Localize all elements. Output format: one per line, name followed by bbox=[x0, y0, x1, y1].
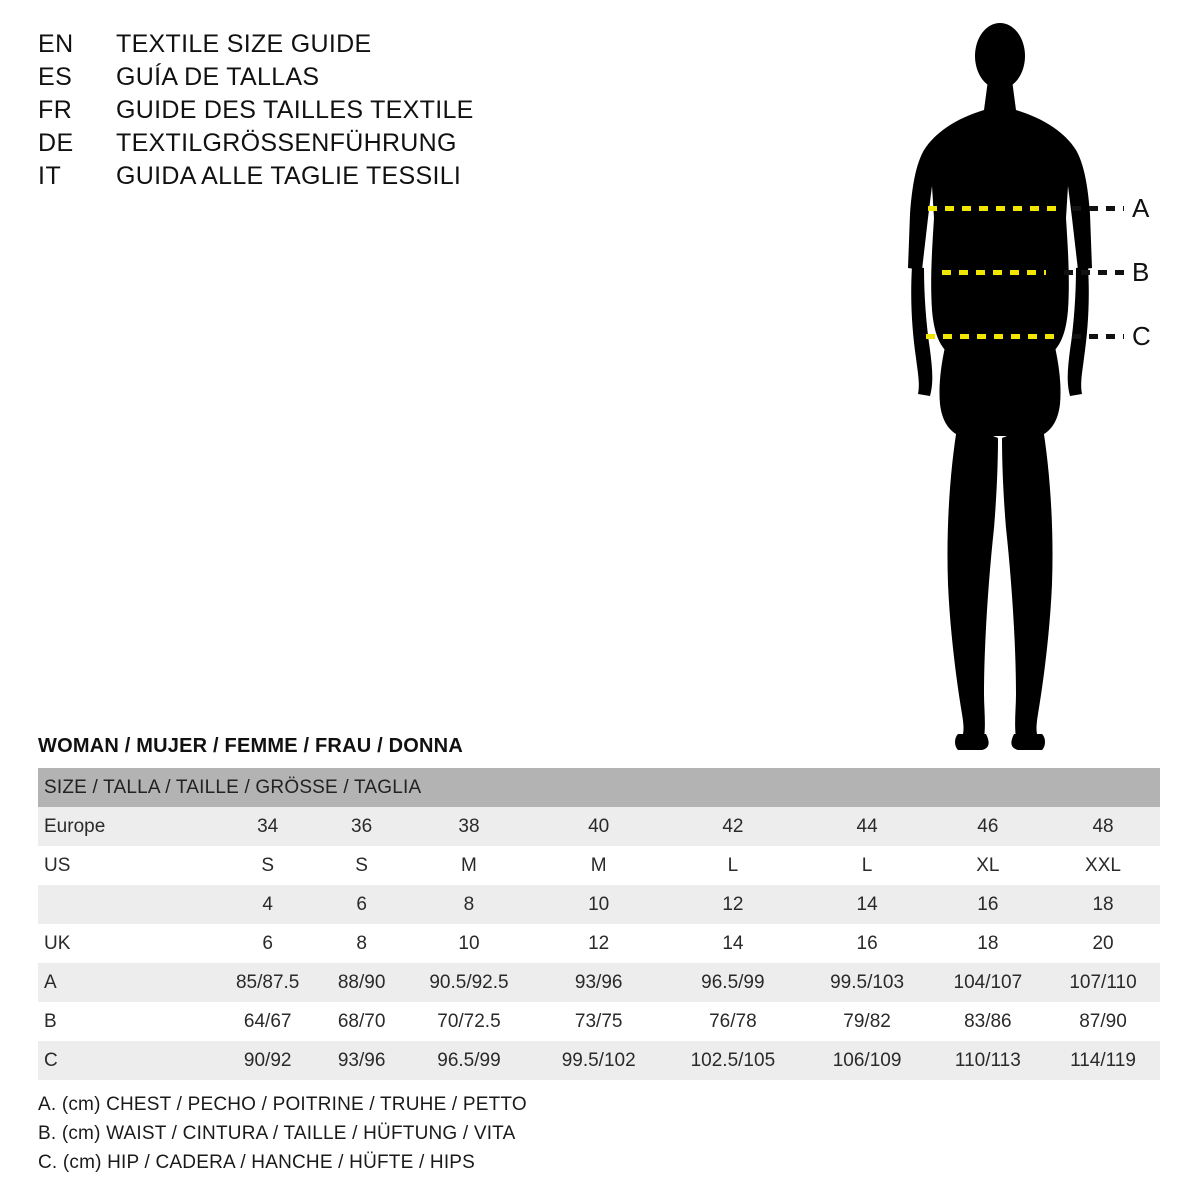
table-cell: 14 bbox=[661, 924, 804, 963]
table-cell: 114/119 bbox=[1046, 1041, 1160, 1080]
measurement-legend bbox=[38, 1090, 838, 1177]
table-cell: XL bbox=[930, 846, 1046, 885]
table-header-row bbox=[38, 768, 1160, 807]
table-cell: M bbox=[402, 846, 536, 885]
table-cell: 99.5/103 bbox=[804, 963, 929, 1002]
table-cell: 46 bbox=[930, 807, 1046, 846]
table-cell: M bbox=[536, 846, 661, 885]
table-cell: 4 bbox=[214, 885, 321, 924]
section-title: WOMAN / MUJER / FEMME / FRAU / DONNA bbox=[38, 735, 463, 757]
legend-chest: A. (cm) CHEST / PECHO / POITRINE / TRUHE / PETTO bbox=[38, 1094, 527, 1115]
table-row bbox=[38, 924, 1160, 963]
table-cell: XXL bbox=[1046, 846, 1160, 885]
waist-marker-label: B bbox=[1132, 257, 1150, 287]
table-row bbox=[38, 885, 1160, 924]
row-label: Europe bbox=[38, 807, 214, 846]
title-row bbox=[38, 96, 738, 129]
table-cell: 6 bbox=[321, 885, 402, 924]
table-cell: 18 bbox=[930, 924, 1046, 963]
table-cell: 110/113 bbox=[930, 1041, 1046, 1080]
table-cell: 85/87.5 bbox=[214, 963, 321, 1002]
title-lang-code: IT bbox=[38, 162, 62, 190]
table-header-label: SIZE / TALLA / TAILLE / GRÖSSE / TAGLIA bbox=[38, 768, 1160, 807]
title-row bbox=[38, 162, 738, 195]
legend-waist: B. (cm) WAIST / CINTURA / TAILLE / HÜFTUNG / VITA bbox=[38, 1123, 516, 1144]
table-cell: 104/107 bbox=[930, 963, 1046, 1002]
table-cell: 68/70 bbox=[321, 1002, 402, 1041]
table-cell: S bbox=[321, 846, 402, 885]
title-row bbox=[38, 63, 738, 96]
title-lang-code: DE bbox=[38, 129, 74, 157]
table-cell: 36 bbox=[321, 807, 402, 846]
title-text: TEXTILE SIZE GUIDE bbox=[116, 30, 372, 58]
row-label: A bbox=[38, 963, 214, 1002]
table-row bbox=[38, 807, 1160, 846]
table-cell: 88/90 bbox=[321, 963, 402, 1002]
female-silhouette-icon bbox=[860, 18, 1190, 758]
table-cell: 79/82 bbox=[804, 1002, 929, 1041]
title-text: GUIDE DES TAILLES TEXTILE bbox=[116, 96, 474, 124]
table-cell: 10 bbox=[536, 885, 661, 924]
title-lang-code: ES bbox=[38, 63, 73, 91]
table-cell: 96.5/99 bbox=[661, 963, 804, 1002]
waist-guide-line bbox=[942, 270, 1046, 275]
table-cell: 16 bbox=[804, 924, 929, 963]
table-cell: 12 bbox=[536, 924, 661, 963]
table-cell: 64/67 bbox=[214, 1002, 321, 1041]
table-row bbox=[38, 1002, 1160, 1041]
row-label: US bbox=[38, 846, 214, 885]
legend-hip: C. (cm) HIP / CADERA / HANCHE / HÜFTE / HIPS bbox=[38, 1152, 476, 1173]
table-cell: 6 bbox=[214, 924, 321, 963]
table-cell: 96.5/99 bbox=[402, 1041, 536, 1080]
title-row bbox=[38, 129, 738, 162]
chest-guide-line bbox=[928, 206, 1056, 211]
title-text: TEXTILGRÖSSENFÜHRUNG bbox=[116, 129, 457, 157]
size-table bbox=[38, 768, 1160, 1080]
table-cell: 70/72.5 bbox=[402, 1002, 536, 1041]
body-figure bbox=[860, 18, 1190, 758]
row-label: B bbox=[38, 1002, 214, 1041]
table-cell: L bbox=[804, 846, 929, 885]
table-cell: 76/78 bbox=[661, 1002, 804, 1041]
table-cell: 73/75 bbox=[536, 1002, 661, 1041]
table-cell: 40 bbox=[536, 807, 661, 846]
title-text: GUIDA ALLE TAGLIE TESSILI bbox=[116, 162, 462, 190]
title-lang-code: FR bbox=[38, 96, 73, 124]
title-lang-code: EN bbox=[38, 30, 74, 58]
table-cell: 107/110 bbox=[1046, 963, 1160, 1002]
row-label bbox=[38, 885, 214, 924]
chest-marker-label: A bbox=[1132, 193, 1150, 223]
row-label: UK bbox=[38, 924, 214, 963]
table-cell: 44 bbox=[804, 807, 929, 846]
table-cell: S bbox=[214, 846, 321, 885]
table-cell: 90/92 bbox=[214, 1041, 321, 1080]
title-block bbox=[38, 30, 738, 195]
table-cell: 8 bbox=[321, 924, 402, 963]
chest-pointer-line bbox=[1072, 206, 1124, 211]
table-cell: 42 bbox=[661, 807, 804, 846]
waist-pointer-line bbox=[1064, 270, 1124, 275]
table-cell: 102.5/105 bbox=[661, 1041, 804, 1080]
table-cell: 14 bbox=[804, 885, 929, 924]
table-cell: 20 bbox=[1046, 924, 1160, 963]
hip-marker-label: C bbox=[1132, 321, 1151, 351]
table-row bbox=[38, 846, 1160, 885]
table-cell: 90.5/92.5 bbox=[402, 963, 536, 1002]
table-row bbox=[38, 963, 1160, 1002]
table-cell: 106/109 bbox=[804, 1041, 929, 1080]
table-cell: 16 bbox=[930, 885, 1046, 924]
table-cell: 87/90 bbox=[1046, 1002, 1160, 1041]
table-cell: L bbox=[661, 846, 804, 885]
table-cell: 10 bbox=[402, 924, 536, 963]
hip-pointer-line bbox=[1072, 334, 1124, 339]
table-cell: 93/96 bbox=[321, 1041, 402, 1080]
table-cell: 48 bbox=[1046, 807, 1160, 846]
table-cell: 83/86 bbox=[930, 1002, 1046, 1041]
table-row bbox=[38, 1041, 1160, 1080]
table-cell: 38 bbox=[402, 807, 536, 846]
table-cell: 8 bbox=[402, 885, 536, 924]
table-cell: 18 bbox=[1046, 885, 1160, 924]
hip-guide-line bbox=[926, 334, 1056, 339]
table-cell: 12 bbox=[661, 885, 804, 924]
table-cell: 34 bbox=[214, 807, 321, 846]
row-label: C bbox=[38, 1041, 214, 1080]
table-cell: 93/96 bbox=[536, 963, 661, 1002]
size-table-section bbox=[38, 735, 1160, 1080]
title-row bbox=[38, 30, 738, 63]
table-cell: 99.5/102 bbox=[536, 1041, 661, 1080]
title-text: GUÍA DE TALLAS bbox=[116, 63, 320, 91]
